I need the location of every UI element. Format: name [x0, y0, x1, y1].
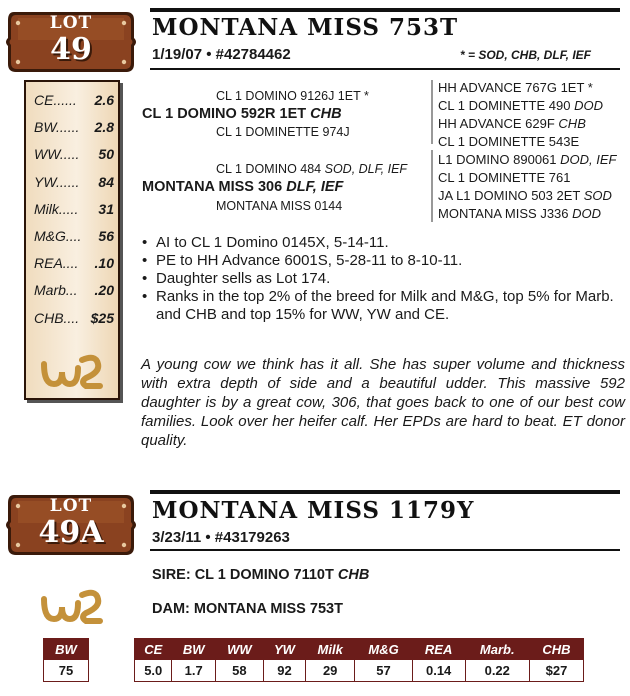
ped-sire-tags: CHB	[310, 106, 342, 122]
ped-dam-sire-name: CL 1 DOMINO 484	[216, 162, 322, 176]
note-item: • AI to CL 1 Domino 0145X, 5-14-11.	[142, 234, 622, 252]
epd-value: $25	[90, 309, 114, 326]
epd-col-value: 58	[215, 660, 263, 682]
ped-far-entry	[438, 134, 579, 149]
sire-tags: CHB	[337, 567, 370, 583]
sire-label: SIRE:	[152, 567, 191, 583]
epd-col-value: 29	[306, 660, 355, 682]
birth-reg-line: 1/19/07 • #42784462	[152, 46, 291, 63]
epd-col-header: CHB	[530, 639, 584, 660]
epd-value: 31	[98, 200, 114, 217]
epd-row	[34, 174, 114, 190]
ped-dam-tags: DLF, IEF	[286, 179, 344, 195]
lot-number: 49	[50, 32, 92, 67]
epd-row	[34, 282, 114, 298]
epd-col-value: 5.0	[135, 660, 172, 682]
ped-far-tags: DOD, IEF	[560, 152, 617, 167]
epd-label: Marb...	[34, 282, 78, 299]
epd-row	[34, 92, 114, 108]
epd-row	[34, 119, 114, 135]
dam-line	[152, 601, 343, 617]
subline-rule	[150, 68, 620, 70]
epd-value: .10	[94, 255, 114, 272]
title-rule-49a	[150, 490, 620, 494]
ped-far-entry	[438, 188, 612, 203]
epd-col-value: 0.14	[412, 660, 465, 682]
epd-value: 84	[98, 173, 114, 190]
epd-row	[34, 255, 114, 271]
epd-label: BW......	[34, 119, 80, 136]
title-rule	[150, 8, 620, 12]
bw-header: BW	[44, 639, 89, 660]
epd-col-value: 1.7	[172, 660, 215, 682]
note-item: • PE to HH Advance 6001S, 5-28-11 to 8-10-11.	[142, 252, 622, 270]
note-item: • Daughter sells as Lot 174.	[142, 270, 622, 288]
ped-dam-name: MONTANA MISS 306	[142, 179, 283, 195]
epd-label: CHB....	[34, 309, 80, 326]
epd-label: YW......	[34, 173, 80, 190]
ped-far-tags: CHB	[558, 116, 586, 131]
epd-value: 2.8	[94, 119, 114, 136]
epd-col-header: REA	[412, 639, 465, 660]
epd-label: Milk.....	[34, 200, 79, 217]
epd-value: .20	[94, 282, 114, 299]
epd-value: 50	[98, 146, 114, 163]
ped-far-name: HH ADVANCE 767G 1ET *	[438, 80, 593, 95]
epd-col-value: 57	[355, 660, 412, 682]
dam-label: DAM:	[152, 601, 190, 617]
ped-far-entry	[438, 206, 601, 221]
ped-dam-sire-tags: SOD, DLF, IEF	[324, 162, 408, 176]
ped-far-name: JA L1 DOMINO 503 2ET	[438, 188, 581, 203]
bw-table	[43, 638, 89, 682]
epd-col-value: 0.22	[465, 660, 529, 682]
lot-label: LOT	[49, 496, 93, 516]
sire-name: CL 1 DOMINO 7110T	[194, 567, 334, 583]
dam-name: MONTANA MISS 753T	[193, 601, 343, 617]
sire-line	[152, 567, 369, 583]
birth-reg-line-49a: 3/23/11 • #43179263	[152, 529, 290, 546]
ped-far-name: L1 DOMINO 890061	[438, 152, 557, 167]
epd-label: CE......	[34, 92, 77, 108]
ped-far-entry	[438, 152, 616, 167]
lot-badge-49a	[4, 487, 138, 563]
ped-far-entry	[438, 98, 603, 113]
ped-far-tags: DOD	[572, 206, 602, 221]
epd-col-header: M&G	[355, 639, 412, 660]
epd-col-header: Marb.	[465, 639, 529, 660]
epd-col-header: CE	[135, 639, 172, 660]
ped-far-tags: DOD	[574, 98, 603, 113]
epd-row	[34, 310, 114, 326]
epd-col-header: Milk	[306, 639, 355, 660]
tag-legend: * = SOD, CHB, DLF, IEF	[460, 48, 592, 62]
lot-description: A young cow we think has it all. She has super volume and thickness with extra depth of side and a beautiful udder. This massive 592 daughter is by a great cow, 306, that goes back to one of our best cow families. Look over her heifer calf. Her EPDs are hard to beat. ET donor quality.	[141, 356, 625, 449]
brand-mark-icon	[38, 585, 106, 627]
epd-table	[134, 638, 584, 682]
ped-dam	[142, 179, 343, 195]
epd-col-header: BW	[172, 639, 215, 660]
epd-col-header: WW	[215, 639, 263, 660]
ped-far-entry	[438, 116, 586, 131]
lot-label: LOT	[49, 13, 93, 33]
ped-far-name: HH ADVANCE 629F	[438, 116, 555, 131]
epd-label: REA....	[34, 255, 79, 272]
ped-sire-dam: CL 1 DOMINETTE 974J	[216, 125, 350, 139]
epd-col-header: YW	[263, 639, 305, 660]
ped-far-tags: SOD	[583, 188, 612, 203]
ped-sire-sire: CL 1 DOMINO 9126J 1ET *	[216, 89, 369, 103]
subline-rule-49a	[150, 549, 620, 551]
animal-title-49a: MONTANA MISS 1179Y	[152, 497, 475, 524]
lot-number: 49A	[38, 515, 104, 550]
brand-mark-icon	[38, 350, 106, 392]
epd-value: 2.6	[94, 92, 114, 108]
pedigree-bracket-bottom	[431, 150, 433, 222]
epd-col-value: $27	[530, 660, 584, 682]
epd-row	[34, 146, 114, 162]
epd-row	[34, 201, 114, 217]
note-item: • Ranks in the top 2% of the breed for Milk and M&G, top 5% for Marb. and CHB and top 15% for WW, YW and CE.	[142, 288, 622, 324]
epd-row	[34, 228, 114, 244]
ped-far-name: MONTANA MISS J336	[438, 206, 569, 221]
epd-col-value: 92	[263, 660, 305, 682]
ped-far-entry	[438, 170, 570, 185]
ped-dam-dam: MONTANA MISS 0144	[216, 199, 343, 213]
ped-far-name: CL 1 DOMINETTE 490	[438, 98, 571, 113]
lot-badge	[4, 4, 138, 80]
ped-dam-sire	[216, 162, 407, 176]
ped-sire-name: CL 1 DOMINO 592R 1ET	[142, 106, 307, 122]
animal-title: MONTANA MISS 753T	[152, 14, 459, 41]
pedigree-bracket-top	[431, 80, 433, 144]
epd-value: 56	[98, 228, 114, 244]
bw-value: 75	[44, 660, 89, 682]
epd-label: M&G....	[34, 228, 82, 244]
ped-far-name: CL 1 DOMINETTE 761	[438, 170, 571, 185]
lot-notes	[142, 234, 622, 324]
epd-label: WW.....	[34, 146, 80, 163]
ped-far-name: CL 1 DOMINETTE 543E	[438, 134, 580, 149]
ped-far-entry	[438, 80, 593, 95]
ped-sire	[142, 106, 342, 122]
